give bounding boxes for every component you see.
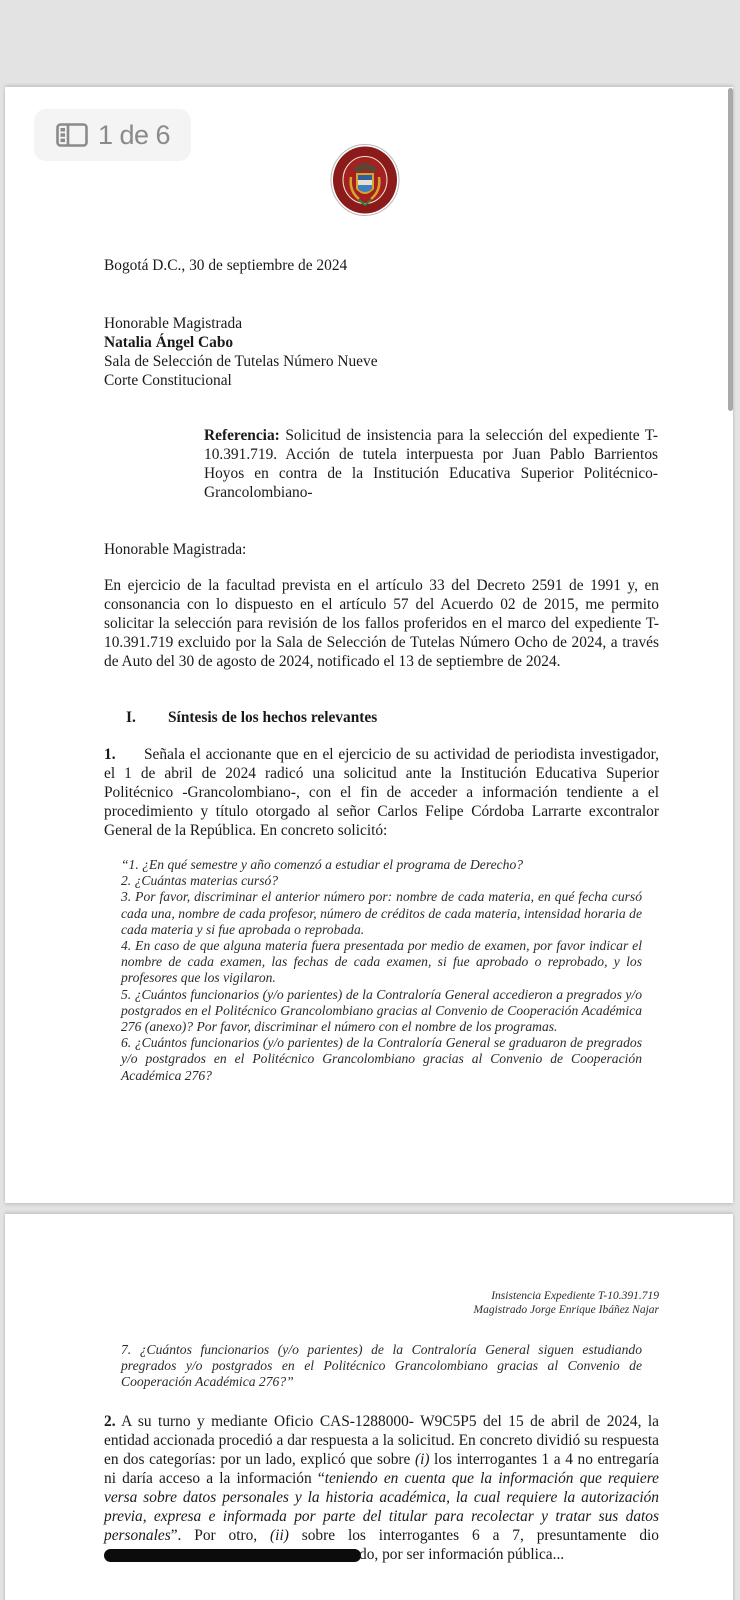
fact-text: Señala el accionante que en el ejercicio de su actividad de periodista investigador, el 1 de abril de 2024 radicó una solicitud ante la Institución Educativa Superior Politécnico -Grancolombiano-, con el fin de acceder a información tendiente a el procedimiento y título otorgado al señor Carlos Felipe Córdoba Larrarte excontralor General de la República. En concreto solicitó: (104, 746, 659, 839)
question-item: 2. ¿Cuántas materias cursó? (121, 873, 279, 889)
fact-number: 1. (104, 746, 116, 763)
question-item: 7. ¿Cuántos funcionarios (y/o parientes) de la Contraloría General siguen estudiando pregrados y/o postgrados en el Politécnico Grancolombiano gracias al Convenio de Cooperación Académica 276?” (121, 1342, 642, 1390)
page-counter-label: 1 de 6 (98, 119, 171, 150)
redaction-mark (104, 1549, 361, 1562)
salutation: Honorable Magistrada: (104, 541, 247, 558)
running-header-case: Insistencia Expediente T-10.391.719 (491, 1290, 659, 1302)
letter-date: Bogotá D.C., 30 de septiembre de 2024 (104, 257, 348, 274)
intro-paragraph: En ejercicio de la facultad prevista en el artículo 33 del Decreto 2591 de 1991 y, en consonancia con lo dispuesto en el artículo 57 del Acuerdo 02 de 2015, me permito solicitar la selección para revisión de los fallos proferidos en el marco del expediente T-10.391.719 excluido por la Sala de Selección de Tutelas Número Ocho de 2024, a través de Auto del 30 de agosto de 2024, notificado el 13 de septiembre de 2024. (104, 577, 659, 670)
document-page-1 (5, 87, 733, 1203)
section-heading (126, 708, 377, 727)
quoted-questions (121, 857, 642, 1084)
question-item: 6. ¿Cuántos funcionarios (y/o parientes) de la Contraloría General se graduaron de pregrados y/o postgrados en el Politécnico Grancolombiano gracias al Convenio de Cooperación Académica 276? (121, 1035, 642, 1083)
section-number: I. (126, 709, 136, 726)
document-page-2 (5, 1214, 733, 1600)
page-counter-badge[interactable] (34, 109, 191, 161)
question-item: 4. En caso de que alguna materia fuera presentada por medio de examen, por favor indicar el nombre de cada examen, las fechas de cada examen, si fue aprobado o reprobado, y los profesores que los vigilaron. (121, 938, 642, 986)
fact-text: A su turno y mediante Oficio CAS-1288000- W9C5P5 del 15 de abril de 2024, la entidad accionada procedió a dar respuesta a la solicitud. En concreto dividió su respuesta en dos categorías: por un lado, explicó que sobre (104, 1413, 659, 1468)
fact-paragraph-2 (104, 1412, 659, 1564)
question-item: “1. ¿En qué semestre y año comenzó a estudiar el programa de Derecho? (121, 857, 524, 872)
running-header (474, 1289, 659, 1317)
recipient-title: Honorable Magistrada (104, 315, 243, 332)
fact-paragraph-1 (104, 745, 659, 840)
section-title: Síntesis de los hechos relevantes (168, 709, 378, 726)
sidebar-panel-icon (56, 123, 88, 147)
fact-number: 2. (104, 1413, 116, 1430)
recipient-office: Sala de Selección de Tutelas Número Nueve (104, 353, 378, 370)
question-item: 5. ¿Cuántos funcionarios (y/o parientes) de la Contraloría General accedieron a pregrados y/o postgrados en el Politécnico Grancolombiano gracias al Convenio de Cooperación Académica 276 (anexo)? Por favor, discriminar el número con el nombre de los programas. (121, 986, 642, 1035)
fact-text: ”. Por otro, (170, 1527, 271, 1544)
quoted-response: teniendo en cuenta que la información que requiere versa sobre datos personales y la historia académica, la cual requiere la autorización previa, expresa e informada por parte del titular para recolectar y tratar sus datos personales (104, 1470, 659, 1544)
fact-text: los interrogantes 1 a 4 no entregaría ni daría acceso a la información “ (104, 1451, 659, 1487)
roman-numeral: (ii) (270, 1527, 289, 1544)
fact-text: sobre los interrogantes 6 a 7, presuntamente dio (288, 1527, 659, 1544)
recipient-block (104, 314, 378, 390)
question-item: 3. Por favor, discriminar el anterior número por: nombre de cada materia, en qué fecha cursó cada una, nombre de cada profesor, número de créditos de cada materia, intensidad horaria de cada materia y si fue aprobada o reprobada. (121, 889, 642, 937)
recipient-name: Natalia Ángel Cabo (104, 334, 234, 351)
roman-numeral: (i) (414, 1451, 430, 1468)
fact-text: do, por ser información pública... (359, 1546, 565, 1563)
corte-constitucional-seal-icon (329, 143, 401, 217)
scrollbar-thumb[interactable] (728, 88, 733, 411)
recipient-institution: Corte Constitucional (104, 372, 232, 389)
running-header-magistrate: Magistrado Jorge Enrique Ibáñez Najar (473, 1304, 659, 1316)
reference-text: Solicitud de insistencia para la selección del expediente T-10.391.719. Acción de tutela interpuesta por Juan Pablo Barrientos Hoyos en contra de la Institución Educativa Superior Politécnico-Grancolombiano- (204, 427, 658, 501)
reference-label: Referencia: (204, 427, 280, 444)
reference-block (204, 426, 658, 502)
